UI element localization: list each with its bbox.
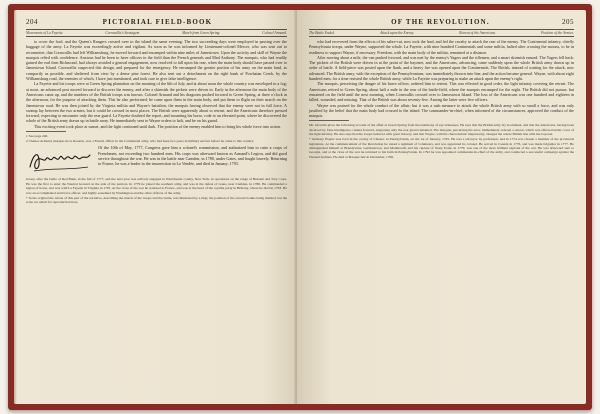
left-page-content <box>26 18 287 396</box>
paragraph: This exciting event took place at sunset, and the fight continued until dark. The position of the enemy enabled him to bring his whole force into action. <box>34 123 281 129</box>
footnote-rule <box>309 120 349 121</box>
right-page <box>297 10 586 404</box>
body-text <box>26 39 287 129</box>
paragraph: to cover the ford, and the Queen's Rangers crossed over to the island the same evening. The two succeeding days were employed in passing over the baggage of the army. La Fayette was exceedingly active and vigilant. As soon as he was informed by Lieutenant-colonel Mercer, who was sent out to reconnoiter, that Cornwallis had left Williamsburg, he moved forward and encamped within nine miles of Jamestown. Upon the activity and skill of Wayne the marquis relied with confidence. Anxious had he been to have officers in the field than the French generals and Mad Anthony. The marquis, who had readily gained the earl then Richmond, had always avoided a general engagement, now resolved to fall upon his rear, when the main body should have passed over to Jamestown Island. Cornwallis suspected this design, and prepared for the emergency. He encamped the greater portion of his army on the main land, as compactly as possible, and sheltered from view by a dense pine forest. He also sent out a detachment on the right bank of Powhatan Creek, by the Williamsburg road, the enemies of which, I have just mentioned, and took care to give false intelligence. <box>26 39 287 82</box>
footnotes-bottom <box>26 177 287 204</box>
paragraph: Wayne was praised for the whole conduct of the affair; but it was a rash measure to attack the whole British army with so small a force, and was only justified by the belief that the main body had crossed to the island. The commander-in-chief, when informed of the circumstances, approved the conduct of the marquis. <box>309 102 574 119</box>
subhead: Cornwallis's Stratagem. <box>105 31 141 35</box>
left-page <box>14 10 297 404</box>
paragraph: The marquis, perceiving the danger of his brave officer, ordered him to retreat. This was effected in good order, the light infantry covering the retreat. The Americans retired to Green Spring, about half a mile in the rear of the battle-field, where the marquis encamped for the night. The British did not pursue, but remained on the field until the next morning, when Cornwallis crossed over to Jamestown Island. The loss of the Americans was one hundred and eighteen in killed, wounded, and missing. That of the British was about seventy-five. Among the latter were five officers. <box>309 81 574 103</box>
running-header <box>26 18 287 28</box>
subhead: Attack upon the Enemy. <box>380 31 415 35</box>
subhead: Position of the Armies. <box>541 31 574 35</box>
body-text <box>309 39 574 118</box>
paragraph: After moving about a mile, the van pushed forward, and was met by the enemy's Yagers and the riflemen, and a smart skirmish ensued. The Yagers fell back. The pickets of the British were driven in at the point of the bayonet, and the Americans, advancing, came suddenly upon the whole British army drawn up in order of battle. A field-piece was posted upon the flank, and a heavy fire was opened upon the Continentals. The British, instead of waiting for the attack, now advanced. The British army, with the exception of the Pennsylvanians, was immediately thrown into line, and the action became general. Wayne, with about eight hundred men, for a time resisted the whole British army, while La Fayette was preparing to make an attack upon the enemy's right. <box>309 54 574 82</box>
footnote-rule <box>26 131 66 132</box>
page-number: 205 <box>561 18 574 26</box>
footnotes-top <box>26 134 287 143</box>
footnote: * Anthony Wayne was born in the county of Chester, in Pennsylvania, on the 1st of January, 1745. He was a surveyor by profession, and in 1774 was chosen a member of the provincial legislature. At the commencement of the Revolution he raised a regiment of volunteers, and was appointed its colonel. He served in Canada in 1776, and was made brigadier in 1777. He distinguished himself at Brandywine, Germantown, and Monmouth; and his capture of Stony Point, in 1779, was one of the most brilliant exploits of the war. He was afterward sent to Georgia, and at the close of the war he returned to his farm in Pennsylvania. In 1792 he was appointed commander-in-chief of the army, and conducted a successful campaign against the Western Indians. He died at Presque Isle in December, 1796. <box>309 137 574 159</box>
signature-side-text: Of the 10th of May, 1777, Congress gave him a colonel's commission, and authorized him to raise a corps of Frenchmen, not exceeding two hundred men. His corps was afterward known as Armand's Legion, and did good service throughout the war. He was in the battle near Camden, in 1780, under Gates, and fought bravely. Returning to France, he was a leader in the insurrection in La Vendée, and died in January, 1793. <box>98 145 287 167</box>
subhead: Colonel Armand. <box>262 31 287 35</box>
paragraph: La Fayette and his troops were at Green Spring plantation on the morning of the 6th of July, and at about noon the whole country was enveloped in a fog; at noon, an advanced post moved forward to discover the enemy, and after a skirmish the pickets were driven in. Early in the afternoon the main body of the Americans came up, and the numbers of the British troops was known. Colonel Armand and his dragoons pushed forward to Green Spring, at three o'clock in the afternoon, for the purpose of attacking them. This he also performed; he came upon them in the main body, and put them to flight on their march on the Jamestown road. He was then joined by the Virginia militia and Wayne's battalion, the marquis having observed that the enemy were not in full force. A swamp lay between the two armies, but it could be crossed in most places. The British were apparently about to retreat, and the Americans therefore pressed forward, expecting to encounter only the rear guard. La Fayette doubted the report, and mounting his horse, rode to an elevated point, where he discovered the whole of the British army drawn up in battle array. He immediately sent to Wayne orders to halt, and be on his guard. <box>26 81 287 124</box>
footnote: Jersey, after the battle of Red Bank, in the fall of 1777, and the next year was actively engaged in Westchester county, New York, in operations on the range of Hessian and Tory corps. He was the first to enter the Neutral Ground on the side of the patriots. In 1779 he joined the southern army, and was at the defeat of Gates, near Camden, in 1780. He commanded a legion of horse, and was with La Fayette in Virginia in 1781. At the close of the war he returned to France, and was at the head of the royalist party in Brittany, where he died in 1793. He was an accomplished and brave officer, and highly esteemed by Washington and the other officers of the army. <box>26 177 287 195</box>
running-title: OF THE REVOLUTION. <box>391 18 490 26</box>
right-page-content <box>309 18 574 396</box>
signature-block <box>26 145 287 175</box>
subheads <box>26 29 287 37</box>
page-edge <box>14 10 17 404</box>
subhead: March from Green Spring. <box>182 31 221 35</box>
footnotes <box>309 123 574 159</box>
running-header <box>309 18 574 28</box>
armand-signature-illustration <box>26 145 94 175</box>
subhead: Retreat of the Americans. <box>459 31 496 35</box>
subhead: Movements of La Fayette. <box>26 31 64 35</box>
paragraph: who had recovered from the effects of his sabre-cut, now took the lead, and led the cavalry to attack the rear of the enemy. The Continental infantry, chiefly Pennsylvania troops, under Wayne, supported the whole. La Fayette, with nine hundred Continentals and some militia, halted after crossing the morass, to be in readiness to support Wayne, if necessary. Freedom, with the main body of the militia, remained at a distance. <box>309 39 574 55</box>
footnote: * In the original the whole of this part of the narrative, describing the march of the troops and the battle, was illustrated by a map; the position of the several bodies being marked, but the scale too small for reproduction here. <box>26 195 287 205</box>
footnote: 2 Charles Armand, marquis de la Rouarie, was a French officer in the Continental army, who had been two years in military service before he came to this country. <box>26 139 255 144</box>
page-number: 204 <box>26 18 38 26</box>
subheads <box>309 29 574 37</box>
footnote: 1 See page 240. <box>26 134 49 139</box>
subhead: The Battle Ended. <box>309 31 335 35</box>
footnote: Mr. Girardin gives the following account of the affair at Green Spring from the testimony of eye-witnesses. He says that the British army lay in ambush, and that the Americans, having been deceived by false intelligence, rushed forward, supposing only the rear guard remained. The marquis, perceiving his error, immediately ordered a retreat, which was effected under cover of the light infantry. He also says that the troops behaved with great bravery, and that Wayne, with his characteristic impetuosity, charged the whole British line with the bayonet. <box>309 123 574 137</box>
running-title: PICTORIAL FIELD-BOOK <box>102 18 213 26</box>
book <box>8 4 592 410</box>
